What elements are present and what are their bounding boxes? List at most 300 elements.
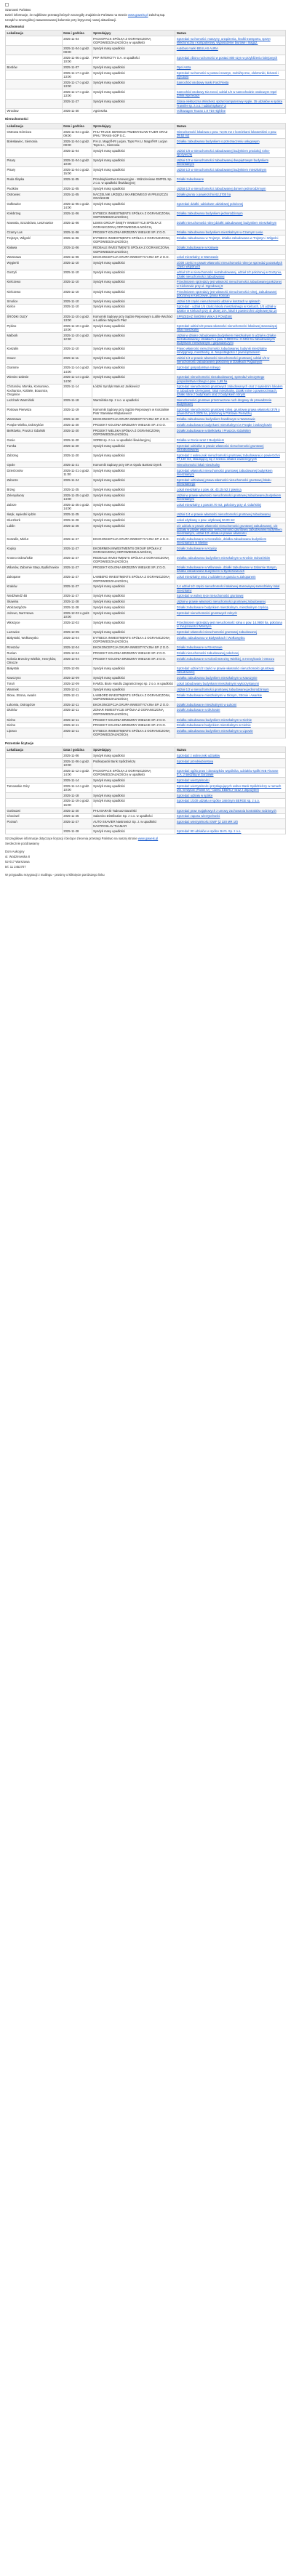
footer-signature-street: ul. Wodzirewska 8: [5, 855, 30, 859]
cell-date: 2025-11-04 o godz. 15:00: [62, 167, 92, 177]
table-row: [6, 574, 286, 584]
cell-date: 2025-11-10 o godz. 12:30: [62, 332, 92, 345]
cell-seller: Syndyk masy upadłości: [92, 298, 175, 304]
cell-seller: Syndyk masy upadłości: [92, 346, 175, 355]
cell-seller: Syndyk masy upadłości: [92, 279, 175, 289]
auction-title-link[interactable]: Sprzedaż zbioru ruchomości w postaci 800 szyn w przybliżeniu kolejowych: [175, 55, 286, 65]
auction-title-link[interactable]: SPRZEDAŻ ŚWÓRKI WIKA 3 PONIŻSIE: [175, 313, 286, 323]
cell-seller: PROJEKT KOLONIA BRZEZINY WIELKIE SP. Z O.O.: [92, 651, 175, 656]
footer-website-link[interactable]: www.gaweis.pl: [137, 837, 159, 841]
column-header-date: Data i godzina: [62, 31, 92, 36]
cell-location: Porąbe Wielka, Dobrzyków: [6, 422, 63, 428]
section-title-movables: Ruchomości: [5, 24, 25, 28]
cell-date: 2025-12-05: [62, 629, 92, 635]
cell-seller: PROJEKT KOLONIA BRZEZINY WIELKIE SP. Z O.O.: [92, 230, 175, 236]
cell-location: [6, 829, 63, 834]
cell-date: 2025-11-28: [62, 605, 92, 611]
auction-title-link[interactable]: Sprzedaż własności nieruchomości gruntowej zabudowanej: [175, 629, 286, 635]
cell-seller: PROJEKT KOLONIA BRZEZINY WIELKIE SP. Z O.O.: [92, 565, 175, 574]
unsubscribe-note: W przypadku rezygnacji z mailingu - prosimy o kliknięcie poniższego linku: [5, 872, 105, 877]
cell-location: Krosno Odrzańskie: [6, 555, 63, 565]
auction-title-link[interactable]: Samochód osobowy Kia Ceed, udział 1/2 w samochodzie osobowym Opel Zafira (sprzedaż): [175, 89, 286, 99]
auction-title-link[interactable]: 2,4 udział 1/2 części nieruchomości lokalowej stanowiącej samodzielny lokal mieszkalny: [175, 584, 286, 593]
column-header-location: Lokalizacja: [6, 31, 63, 36]
column-header-seller: Sprzedający: [92, 747, 175, 753]
cell-location: [6, 798, 63, 808]
cell-seller: EKOKONCEPCJA GRUPA INWESTYCYJNA SP. Z O.O.: [92, 254, 175, 260]
auction-title-link[interactable]: 1/200 części w prawie własności nieruchomości rolnej w sprzedaż pozostałych części wspólnych: [175, 260, 286, 270]
cell-seller: Syndyk masy upadłości: [92, 492, 175, 502]
auction-title-link[interactable]: Sprzedaż praw majątkowych z umowy zachowania kontraktów rodzinnych: [175, 808, 286, 813]
auction-title-link[interactable]: Sprzedaż wierzytelności: [175, 777, 286, 783]
intro-text-after: zależną tap.: [148, 12, 166, 17]
cell-date: 2025-11-21 o godz. 11:00: [62, 467, 92, 477]
table-row: [6, 89, 286, 99]
cell-seller: Komornik Sądowy przy SR w Opolu Bartosz Dyrek: [92, 462, 175, 468]
auction-title-link[interactable]: Działka zabudowana budynkiem o przeznaczeniu usługowym: [175, 138, 286, 148]
real-estate-table-body: [6, 129, 286, 738]
cell-seller: PROJEKT KOLONIA BRZEZINY WIELKIE SP. Z O.O.: [92, 656, 175, 666]
auction-title-link[interactable]: Udział w działce zabudowanej budynkiem mieszkalnym 5 udział w działce niezabudowanej i działkach o pow. 0.0903 ha i 0.0452 ha zabudowanych budynkami mieszkalnymi i gospodarczymi: [175, 332, 286, 345]
table-row: [6, 555, 286, 565]
cell-location: Dłuhów: [6, 707, 63, 717]
auction-title-link[interactable]: Działki zabudowane mieszkalnymi w Słonym, Stronie i Awarisie: [175, 692, 286, 701]
auction-title-link[interactable]: Działki zabudowane w Koszalinie, działka zabudowana budynkiem mieszkalnym w Mielnie: [175, 536, 286, 546]
cell-location: Kawczyno: [6, 675, 63, 681]
table-row: [6, 681, 286, 687]
cell-date: 2025-12-09: [62, 681, 92, 687]
intro-text: [5, 13, 286, 17]
auction-title-link[interactable]: Udział 1/8 części nieruchomości udział w kosztach w opłatach: [175, 298, 286, 304]
cell-date: 2025-11-27: [62, 99, 92, 108]
cell-date: 2025-11-18: [62, 398, 92, 407]
column-header-name: Nazwa: [175, 31, 286, 36]
table-row: [6, 427, 286, 437]
cell-location: [6, 792, 63, 798]
auction-title-link[interactable]: Działka zabudowana budynkiem handlowym w Warszawie: [175, 416, 286, 422]
cell-location: Kopicy: [6, 546, 63, 555]
table-row: [6, 546, 286, 555]
cell-date: 2025-11-19 o godz. 15:00: [62, 798, 92, 808]
auction-title-link[interactable]: Udział 1/2 w nieruchomości zabudowanej domem jednorodzinnym: [175, 186, 286, 192]
cell-location: Czarny Las: [6, 230, 63, 236]
auction-title-link[interactable]: Sprzedaż nieruchomości gruntowych rolnych: [175, 611, 286, 620]
cell-date: 2025-11-11: [62, 355, 92, 365]
auction-title-link[interactable]: Sprzedaż ruchomości w postaci maszyn, mebli/ręczne, elektroniki, biżuterii i wyrobów: [175, 71, 286, 80]
cell-location: [6, 777, 63, 783]
auction-title-link[interactable]: Lokal mieszkalny w Warszawie: [175, 254, 286, 260]
table-row: [6, 346, 286, 355]
auction-title-link[interactable]: Udział 1/2 w nieruchomości gruntowej zabudowanej jednorodzinnym: [175, 686, 286, 692]
cell-location: [6, 36, 63, 46]
other-auctions-table-body: [6, 752, 286, 834]
auction-title-link[interactable]: Udział w prawie własności nieruchomości gruntowej zabudowanej budynkiem mieszkalnym: [175, 492, 286, 502]
auction-title-link[interactable]: Sprzedaż udziałowej prawa własności nieruchomości gruntowej lokalu mieszkalnego: [175, 477, 286, 486]
table-row: [6, 416, 286, 422]
cell-seller: P.H.U. Magoff-IR Lucjan, Tops P.H.U. Magoff-IR Lucjan Tops s.c., Siemonia: [92, 138, 175, 148]
cell-location: [6, 148, 63, 157]
auction-title-link[interactable]: Działki zabudowane w Kopicy: [175, 546, 286, 555]
auction-title-link[interactable]: Udział 1/2 w nieruchomości zabudowanej dwupiętrowym budynkiem mieszkalnym: [175, 158, 286, 167]
table-row: [6, 666, 286, 675]
cell-location: Luzowice: [6, 629, 63, 635]
footer-info: [5, 837, 286, 840]
auction-title-link[interactable]: Lokal użytkowy o pow. użytkowej 50.00 m2: [175, 517, 286, 523]
cell-location: Kołobrzeg: [6, 211, 63, 220]
table-row: [6, 437, 286, 443]
cell-seller: Syndyk masy upadłości: [92, 323, 175, 332]
auction-title-link[interactable]: Działki zabudowane mieszkalnymi w Łukomi: [175, 701, 286, 707]
auction-title-link[interactable]: Nieruchomości lokal mieszkalny: [175, 462, 286, 468]
column-header-seller: Sprzedający: [92, 123, 175, 129]
intro-text-2: Urządź w szczególnej zaawansowanej kolumnie przy krytycznej nowej aktualizacji.: [5, 17, 117, 22]
cell-location: Tarnowskie Góry: [6, 783, 63, 792]
auction-title-link[interactable]: Sprzedaż działki: udziałowe udziałowej położonej: [175, 201, 286, 211]
cell-date: 2025-11-06: [62, 245, 92, 254]
table-row: [6, 707, 286, 717]
auction-title-link[interactable]: Działka zabudowana budynkiem jednorodzinnym: [175, 211, 286, 220]
auction-title-link[interactable]: Sprzedaż zapasu wierzytelności: [175, 813, 286, 819]
table-row: [6, 620, 286, 629]
cell-seller: Syndyk masy upadłości: [92, 783, 175, 792]
table-row: [6, 230, 286, 236]
cell-seller: Syndyk masy upadłości: [92, 798, 175, 808]
auction-title-link[interactable]: Lokal mieszkalny o pow. ok. 43.15 m2 z piwnicą: [175, 487, 286, 493]
table-row: [6, 71, 286, 80]
cell-date: 2025-11-04: [62, 148, 92, 157]
auction-title-link[interactable]: Działki zabudowane w Wilanowie, działki zabudowane w Zabornie Starym, działka zabudowana budynkiem w Bydlichowicach: [175, 565, 286, 574]
table-row: [6, 675, 286, 681]
cell-date: 2025-11-18: [62, 792, 92, 798]
cell-date: 2025-11-06: [62, 236, 92, 245]
cell-location: Słone, Strona, Awaris: [6, 692, 63, 701]
auction-title-link[interactable]: 1/2 udziału w prawie własności nieruchomości gruntowej zabudowanej, 1/2 udziału w prawie własności nieruchomości gruntowej zabudowanej budynkiem mieszkalnym, udział 1/2 udziału w prawie własności: [175, 523, 286, 536]
table-header-row: [6, 31, 286, 36]
cell-seller: PHU BARAŚI Tadeusz Barański: [92, 808, 175, 813]
table-row: [6, 768, 286, 777]
cell-location: [6, 99, 63, 108]
auction-title-link[interactable]: Działki zabudowane w Dłuhowie: [175, 707, 286, 717]
email-page: [0, 0, 291, 882]
table-row: [6, 792, 286, 798]
cell-date: 2025-11-17 o godz. 13:00: [62, 89, 92, 99]
auction-title-link[interactable]: Działka zabudowana w Białystokach i Wołkowysku: [175, 635, 286, 645]
auction-title-link[interactable]: Sprzedaż gospodarstwa rolnego: [175, 365, 286, 374]
table-row: [6, 158, 286, 167]
cell-date: 2025-12-11: [62, 701, 92, 707]
table-row: [6, 758, 286, 768]
cell-seller: Syndyk masy upadłości: [92, 584, 175, 593]
cell-location: Białystok: [6, 666, 63, 675]
table-row: [6, 220, 286, 230]
cell-seller: EKOKONCEPCJA GRUPA INWESTYCYJNA SP. Z O.O.: [92, 645, 175, 651]
auction-title-link[interactable]: Sprzedaż z wolnej ręki nieruchomości gruntowej zabudowanej o powierzchni 27,140 m2, składającej się z sześciu działek ewidencyjnych: [175, 452, 286, 462]
cell-date: 2025-12-04: [62, 635, 92, 645]
table-row: [6, 384, 286, 397]
auction-title-link[interactable]: Nieruchomość lokalowa o pow. 72,05 m2 z komórkami lokatorskimi o pow. 29,52 m2: [175, 129, 286, 138]
auction-title-link[interactable]: Udział 1/2 w nieruchomości zabudowanej budynkiem mieszkalnym: [175, 167, 286, 177]
cell-location: Bordów: [6, 65, 63, 71]
cell-date: 2025-12-05: [62, 666, 92, 675]
auction-title-link[interactable]: Udział 1/4 w prawie własności nieruchomości gruntowej zabudowanej: [175, 512, 286, 518]
auction-title-link[interactable]: Działka zabudowana budynkiem mieszkalnym w Lipowie: [175, 728, 286, 738]
cell-seller: Syndyk masy upadłości: [92, 620, 175, 629]
auction-title-link[interactable]: Sprzedaż ogółu praw i obowiązków wspólnika, udziałów spółki NIB Finanse S.A. z siedzibą w Gorzowie: [175, 768, 286, 777]
cell-location: Gnacz: [6, 355, 63, 365]
auction-title-link[interactable]: Działka zabudowana w Trojszyn, działka zabudowana w Trojszyn i Wilgości: [175, 236, 286, 245]
cell-location: [6, 752, 63, 758]
cell-date: 2025-11-10: [62, 289, 92, 298]
cell-location: Opole: [6, 462, 63, 468]
footer-info-text: Szczegółowe informacje dotyczące licytacji i bieżące zlecenia przetargi Państwo na naszej stronie: [5, 837, 137, 841]
cell-date: 2025-11-20: [62, 416, 92, 422]
cell-location: Zakopane: [6, 574, 63, 584]
cell-date: 2025-11-10 o godz. 10:00: [62, 323, 92, 332]
auction-title-link[interactable]: Gitara elektryczna Winchest, sprzęt komputerowy Apple, 35 udziałów w spółce Transfer sp. z.o.o. i udział Spkom? Z: [175, 99, 286, 108]
cell-location: Kaława: [6, 245, 63, 254]
cell-location: Zabrzeg: [6, 452, 63, 462]
cell-seller: Syndyk masy upadłości: [92, 502, 175, 511]
movables-table-body: [6, 36, 286, 114]
cell-seller: Syndyk masy upadłości: [92, 89, 175, 99]
cell-seller: Salamino Distribution Sp. z o.o. w upadłości: [92, 813, 175, 819]
auction-title-link[interactable]: Sprzedaż udziału w spółce: [175, 792, 286, 798]
table-row: [6, 167, 286, 177]
cell-location: Wołczwzgórze: [6, 605, 63, 611]
auction-title-link[interactable]: Sprzedaż wierzytelności przysługujących wobec Bank Spółdzielczy w ramach tzw. kredytów (Pakiet IV) - banku EBERLY wraz z depozytem: [175, 783, 286, 792]
cell-location: [6, 768, 63, 777]
auction-title-link[interactable]: Działki nieruchomości rolnej działki zabudowanej budynkiem mieszkalnym: [175, 220, 286, 230]
auction-title-link[interactable]: Volkswagen Touran 1.9 TDI Highline: [175, 108, 286, 114]
cell-seller: PROJEKT KOLONIA BRZEZINY WIELKIE SP. Z O.O.: [92, 422, 175, 428]
auction-title-link[interactable]: Działki gruntu o powierzchni 62,3700 ha: [175, 192, 286, 201]
cell-date: 2025-11-06: [62, 211, 92, 220]
table-row: [6, 536, 286, 546]
auction-title-link[interactable]: Lokal mieszkalny o pow.50.70 m2, położony przy ul. Gdańskiej: [175, 502, 286, 511]
auction-title-link[interactable]: udział 1/2 w nieruchomości niezabudowanej, udział 1/2 położonej w Gorzyniu, działki nieruchomości zabudowanej: [175, 270, 286, 279]
cell-date: 2025-11-27: [62, 819, 92, 829]
section-title-other: Pozostałe licytacje: [5, 741, 34, 745]
cell-date: 2025-11-19: [62, 407, 92, 416]
cell-date: 2025-11-05: [62, 177, 92, 186]
cell-date: 2025-11-28: [62, 599, 92, 605]
auction-title-link[interactable]: Prawo własności nieruchomości zabudowanej, budynki mieszkalne kondygnacji, mieszkalny, ul. Niepodległości z piwnicą/tarasem: [175, 346, 286, 355]
cell-location: Zabrze: [6, 502, 63, 511]
cell-location: [6, 89, 63, 99]
cell-location: Warmiek: [6, 686, 63, 692]
cell-seller: Syndyk masy upadłości: [92, 611, 175, 620]
website-link[interactable]: www.gaweis.pl: [127, 12, 148, 17]
table-header-row: [6, 747, 286, 753]
table-row: [6, 808, 286, 813]
cell-seller: Syndyk masy upadłości: [92, 443, 175, 452]
cell-date: 2025-11-27: [62, 565, 92, 574]
table-row: [6, 398, 286, 407]
cell-seller: NACZELNIK URZĘDU SKARBOWEGO W PRUSZCZU GDAŃSKIM: [92, 192, 175, 201]
cell-seller: PROJEKT KOLONIA BRZEZINY WIELKIE SP. Z O.O.: [92, 723, 175, 728]
auction-title-link[interactable]: Lokal mieszkalny wraz z udziałem w garażu w Zakopanem: [175, 574, 286, 584]
auction-title-link[interactable]: Działki zabudowane budynkami mieszkalnymi w Porąbe i Dobrzykowie: [175, 422, 286, 428]
auction-title-link[interactable]: Autobus marki BEULAS AURA: [175, 46, 286, 55]
cell-date: 2025-11-06: [62, 220, 92, 230]
auction-title-link[interactable]: Sprzedaż nieruchomości gruntowych zabudowanych oraz z sąsiednim lokalem w zabudowie szeregowej, lokal mieszkalny, działki rolne o powierzchniach, działki rolne z budynkami oraz z budynkiem rolnym: [175, 384, 286, 397]
auction-title-link[interactable]: Sprzedaż udziałów w prawie własności nieruchomości gruntowej niezabudowanej: [175, 443, 286, 452]
table-row: [6, 279, 286, 289]
cell-seller: PROJEKT KOLONIA BRZEZINY WIELKIE SP. Z O.O.: [92, 717, 175, 723]
cell-location: Białystoki, Wołkowysko: [6, 635, 63, 645]
cell-location: Niedźwiedź 4B: [6, 593, 63, 599]
auction-title-link[interactable]: Działka w Gonie wraz z Budynkiem: [175, 437, 286, 443]
cell-location: Pisary: [6, 167, 63, 177]
cell-location: Wrocław: [6, 108, 63, 114]
cell-date: 2025-11-04 o godz. 08:00: [62, 46, 92, 55]
cell-location: Kłuczbork: [6, 517, 63, 523]
auction-title-link[interactable]: Sprzedaż 1/100 udziału w spółce zależnym BERGE sp. z o.o.: [175, 798, 286, 808]
cell-seller: REDBALE INVESTMENTS SPÓŁKA Z OGRANICZONĄ ODPOWIEDZIALNOŚCIĄ: [92, 555, 175, 565]
auction-title-link[interactable]: Sprzedaż udział 1/8 prawa własności nieruchomości lokalowej stanowiącej lokal mieszkalny: [175, 323, 286, 332]
cell-date: 2025-11-06: [62, 230, 92, 236]
auction-title-link[interactable]: Opel Astra: [175, 65, 286, 71]
cell-location: [6, 71, 63, 80]
cell-seller: Syndyk masy upadłości: [92, 792, 175, 798]
auction-title-link[interactable]: Sprzedaż - udział 1/4 części lokalu mieszkalnego w Kielcach, 1/4 udział w działce w Kielcach przy ul. Złotej 14A, lokal 6 powierzchni użytkowej 62,10: [175, 304, 286, 313]
cell-seller: Warmińska Sp. z o.o. w upadłości: [92, 398, 175, 407]
auction-title-link[interactable]: Działki nieruchomości zabudowanej położonej: [175, 651, 286, 656]
auction-title-link[interactable]: Sprzedaż ruchomości: maszyny, urządzenia, środki transportu, sprzęt elektroniczny i komputerowy, wyposażenie biurowe i magaz.: [175, 36, 286, 46]
table-row: [6, 192, 286, 201]
auction-title-link[interactable]: Działki zabudowane w Rzeszowie: [175, 645, 286, 651]
table-row: [6, 829, 286, 834]
cell-seller: EKOBRMEN INWESTMENTS GROUP SPÓŁKA Z OGRANICZONĄ ODPOWIEDZIALNOŚCIĄ: [92, 546, 175, 555]
auction-title-link[interactable]: Działki zabudowane w Kaławie: [175, 245, 286, 254]
cell-seller: Syndyk masy upadłości: [92, 148, 175, 157]
cell-seller: LAMBORD INVESTMENTS SPÓŁKA Z OGRANICZONĄ ODPOWIEDZIALNOŚCIĄ: [92, 692, 175, 701]
auction-title-link[interactable]: Udział 1/4 w prawie własności nieruchomości gruntowej, udział 1/2 w nieruchomości zabudowanej położonej w Działkach Pogodnych: [175, 355, 286, 365]
auction-title-link[interactable]: Działki zabudowane: [175, 177, 286, 186]
auction-title-link[interactable]: Działki zabudowane budynkiem mieszkalnym, mieszkalnym częścią: [175, 605, 286, 611]
cell-location: Kielczewo: [6, 279, 63, 289]
auction-title-link[interactable]: Działki zabudowane w Bielkówku i Pruszczu Gdańskim: [175, 427, 286, 437]
auction-title-link[interactable]: Działka zabudowana budynkiem mieszkalnym w Kielnie: [175, 717, 286, 723]
auction-title-link[interactable]: Działki zabudowane budynkiem mieszkalnym w Kielnie: [175, 723, 286, 728]
auction-title-link[interactable]: Nieruchomości gruntowe przeznaczone ruch drogowy do prowadzenia budynkowej: [175, 398, 286, 407]
cell-seller: Syndyk masy upadłości: [92, 777, 175, 783]
auction-title-link[interactable]: Działki zabudowane w Kolonii Brzeziny Wielkiej, w Henrykowie i Otroczu: [175, 656, 286, 666]
auction-title-link[interactable]: Sprzedaż z wolnej ręki udziałów: [175, 752, 286, 758]
auction-title-link[interactable]: Działka zabudowana budynkiem mieszkalnym w Kawczynie: [175, 675, 286, 681]
cell-seller: Syndyk masy upadłości: [92, 304, 175, 313]
auction-title-link[interactable]: Sprzedaż nieruchomości gruntowej rolnej, gruntowej prawa własności 37/9 o powierzchni 0.3305 ha, położonej w Potrowie Pierwszej: [175, 407, 286, 416]
table-row: [6, 645, 286, 651]
cell-location: Trojszyn, Wilgość: [6, 236, 63, 245]
cell-date: 2025-11-04 o godz. 09:00: [62, 138, 92, 148]
auction-title-link[interactable]: Przedmiotem sprzedaży jest własność nieruchomości zabudowanej położonej w Kielczewie przy ul. Ogrodowej 9: [175, 279, 286, 289]
cell-seller: LAMBERO INVESTMENTS SPÓŁKA Z OGRANICZONĄ ODPOWIEDZIALNOŚCIĄ: [92, 574, 175, 584]
table-header-row: [6, 123, 286, 129]
cell-date: 2025-11-05: [62, 192, 92, 201]
auction-title-link[interactable]: Sprzedaż wierzytelności GWF (Z 320 MR 18): [175, 819, 286, 829]
auction-title-link[interactable]: Samochód osobowy marki Ford Fiesta: [175, 80, 286, 89]
footer-signature-city: 52-017 Warszawa: [5, 859, 30, 864]
cell-date: 2025-11-20: [62, 422, 92, 428]
cell-location: [6, 46, 63, 55]
cell-date: 2025-11-27: [62, 555, 92, 565]
cell-seller: Syndyk masy upadłości: [92, 666, 175, 675]
other-auctions-table: [5, 746, 286, 834]
cell-seller: Syndyk masy upadłości: [92, 71, 175, 80]
table-row: [6, 270, 286, 279]
auction-title-link[interactable]: Przedmiotem sprzedaży jest nieruchomość rolna o pow. 14.0900 ha, położona w miejscowości Włoszyce: [175, 620, 286, 629]
cell-location: Iłaryk, sąsiedni lędzin: [6, 512, 63, 518]
auction-title-link[interactable]: Działka zabudowana budynkiem mieszkalnym w Czarnym Lesie: [175, 230, 286, 236]
cell-date: 2025-12-09: [62, 675, 92, 681]
cell-location: Włoszyce: [6, 620, 63, 629]
cell-date: 2025-12-04: [62, 656, 92, 666]
cell-seller: Łódzki Syndyk Mariusz Jaśkiewicz: [92, 384, 175, 397]
table-row: [6, 452, 286, 462]
cell-seller: PACKOPACK SPÓŁKA Z OGRANICZONĄ ODPOWIEDZIALNOŚCIĄ w upadłości: [92, 36, 175, 46]
auction-title-link[interactable]: Sprzedaż 80 udziałów w spółce BAYL Sp. z o.o.: [175, 829, 286, 834]
table-row: [6, 605, 286, 611]
cell-date: 2025-11-27: [62, 584, 92, 593]
table-row: [6, 201, 286, 211]
table-row: [6, 813, 286, 819]
cell-date: 2025-11-25 o godz. 14:00: [62, 492, 92, 502]
cell-location: Ostrowa Górnicza: [6, 129, 63, 138]
cell-seller: Syndyk masy upadłości: [92, 186, 175, 192]
table-row: [6, 108, 286, 114]
cell-seller: ZONAR INWESTYCJE SPÓŁKA Z OGRANICZONĄ ODPOWIEDZIALNOŚCIĄ: [92, 707, 175, 717]
cell-location: Pacików: [6, 186, 63, 192]
table-row: [6, 686, 286, 692]
auction-title-link[interactable]: Sprzedaż udział 1/2 części w prawie własności nieruchomości gruntowej zabudowanej: [175, 666, 286, 675]
table-row: [6, 492, 286, 502]
cell-location: Bielkówko, Pruszcz Gdański: [6, 427, 63, 437]
cell-date: 2025-11-10: [62, 304, 92, 313]
auction-title-link[interactable]: Sprzedaż w wolnej ręce nieruchomości gruntowej: [175, 593, 286, 599]
auction-title-link[interactable]: Udział w prawie własności nieruchomości gruntowej zabudowanej: [175, 599, 286, 605]
cell-date: 2025-12-11: [62, 717, 92, 723]
cell-seller: Komornik Sądowy przy Sądzie Rejonowym w Koszalinie Piotr Stanisław Wojtasiewicz: [92, 407, 175, 416]
cell-date: 2025-11-21: [62, 462, 92, 468]
cell-seller: EYTBECK INWESTMENTS SPÓŁKA Z OGRANICZONĄ ODPOWIEDZIALNOŚCIĄ: [92, 211, 175, 220]
table-row: [6, 304, 286, 313]
cell-seller: REDBALE INVESTMENTS SPÓŁKA Z OGRANICZONĄ ODPOWIEDZIALNOŚCIĄ: [92, 245, 175, 254]
cell-date: 2025-11-04 o godz. 09:00: [62, 129, 92, 138]
auction-title-link[interactable]: Działka zabudowana budynkiem mieszkalnym w Krośnie Odrzańskim: [175, 555, 286, 565]
cell-location: Gorzyń: [6, 270, 63, 279]
cell-date: 2025-11-26: [62, 523, 92, 536]
table-row: [6, 365, 286, 374]
footer-signature-phone: tel. 11 2452707: [5, 864, 26, 869]
cell-seller: Syndyk masy upadłości: [92, 289, 175, 298]
auction-title-link[interactable]: Udział 1/6 w nieruchomości zabudowanej budynkiem produkcji rolno-spożywczej: [175, 148, 286, 157]
cell-seller: Syndyk masy upadłości: [92, 686, 175, 692]
cell-seller: Syndyk masy upadłości: [92, 675, 175, 681]
cell-location: Łukomia, Ostrogórze: [6, 701, 63, 707]
auction-title-link[interactable]: Sprzedaż nieruchomości niezabudowanej, sprzedaż wieczystego gospodarstwa rolnego o pow. 1,68 ha: [175, 374, 286, 384]
auction-title-link[interactable]: Lokal zabudowany budynkami mieszkalnymi wykorzystanymi: [175, 681, 286, 687]
column-header-location: Lokalizacja: [6, 123, 63, 129]
cell-location: Węgierki: [6, 260, 63, 270]
auction-title-link[interactable]: Sprzedaż przedsiębiorstwa: [175, 758, 286, 768]
intro-text-before: Dzień informacje, że najbliższe przetargi których szczegóły znajdziecie Państwo na stronie: [5, 12, 127, 17]
auction-title-link[interactable]: Sprzedaż własności nieruchomości gruntowej zabudowanej budynkiem mieszkalnym: [175, 467, 286, 477]
movables-table: [5, 30, 286, 114]
cell-date: 2025-11-14: [62, 777, 92, 783]
auction-title-link[interactable]: Przedmiotem sprzedaży jest własność nieruchomości rolnej, zabudowanej położonej w Kielczewie, gmina Kościan: [175, 289, 286, 298]
cell-date: 2025-11-27: [62, 593, 92, 599]
